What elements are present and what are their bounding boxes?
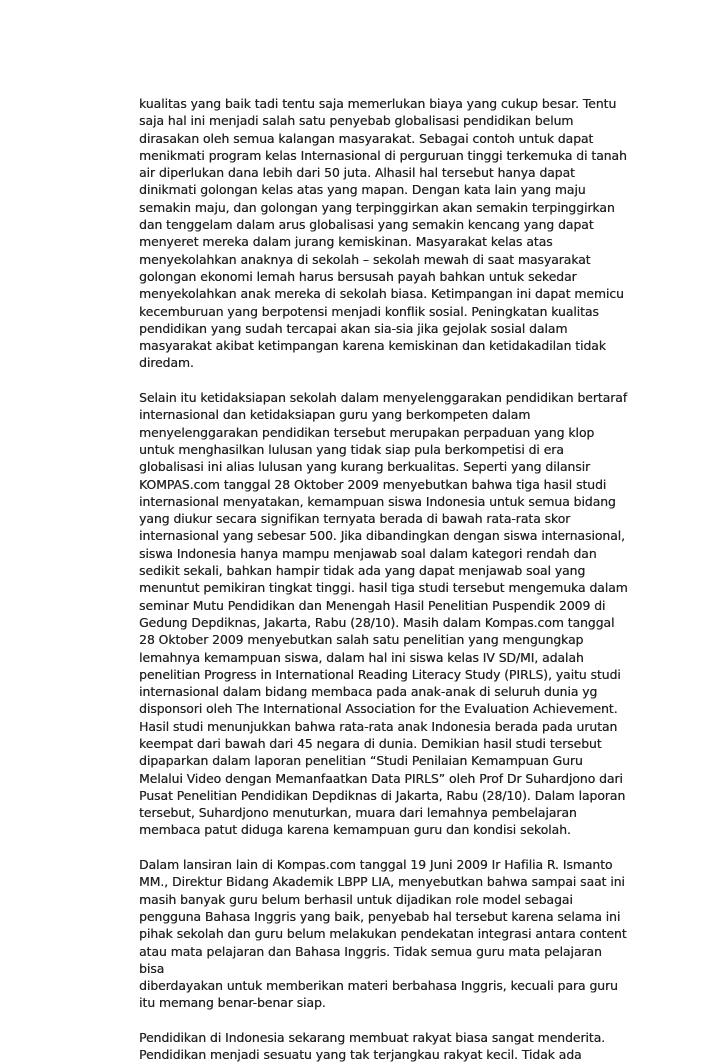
paragraph-cost-inequality: kualitas yang baik tadi tentu saja memerlukan biaya yang cukup besar. Tentu saja hal ini menjadi salah satu penyebab globalisasi pendidikan belum dirasakan oleh semua kalangan masyarakat. Sebagai contoh untuk dapat menikmati program kelas Internasional di perguruan tinggi terkemuka di tanah air diperlukan dana lebih dari 50 juta. Alhasil hal tersebut hanya dapat dinikmati golongan kelas atas yang mapan. Dengan kata lain yang maju semakin maju, dan golongan yang terpinggirkan akan semakin terpinggirkan dan tenggelam dalam arus globalisasi yang semakin kencang yang dapat menyeret mereka dalam jurang kemiskinan. Masyarakat kelas atas menyekolahkan anaknya di sekolah – sekolah mewah di saat masyarakat golongan ekonomi lemah harus bersusah payah bahkan untuk sekedar menyekolahkan anak mereka di sekolah biasa. Ketimpangan ini dapat memicu kecemburuan yang berpotensi menjadi konflik sosial. Peningkatan kualitas pendidikan yang sudah tercapai akan sia-sia jika gejolak sosial dalam masyarakat akibat ketimpangan karena kemiskinan dan ketidakadilan tidak diredam. (139, 96, 627, 371)
paragraph-english-teachers: Dalam lansiran lain di Kompas.com tanggal 19 Juni 2009 Ir Hafilia R. Ismanto MM., Direktur Bidang Akademik LBPP LIA, menyebutkan bahwa sampai saat ini masih banyak guru belum berhasil untuk dijadikan role model sebagai pengguna Bahasa Inggris yang baik, penyebab hal tersebut karena selama ini pihak sekolah dan guru belum melakukan pendekatan integrasi antara content atau mata pelajaran dan Bahasa Inggris. Tidak semua guru mata pelajaran bisa diberdayakan untuk memberikan materi berbahasa Inggris, kecuali para guru itu memang benar-benar siap. (139, 857, 627, 1011)
paragraph-education-burden: Pendidikan di Indonesia sekarang membuat rakyat biasa sangat menderita. Pendidikan menjadi sesuatu yang tak terjangkau rakyat kecil. Tidak ada (139, 1030, 606, 1063)
document-page (139, 95, 629, 1064)
paragraph-school-readiness: Selain itu ketidaksiapan sekolah dalam menyelenggarakan pendidikan bertaraf internasional dan ketidaksiapan guru yang berkompeten dalam menyelenggarakan pendidikan tersebut merupakan perpaduan yang klop untuk menghasilkan lulusan yang tidak siap pula berkompetisi di era globalisasi ini alias lulusan yang kurang berkualitas. Seperti yang dilansir KOMPAS.com tanggal 28 Oktober 2009 menyebutkan bahwa tiga hasil studi internasional menyatakan, kemampuan siswa Indonesia untuk semua bidang yang diukur secara signifikan ternyata berada di bawah rata-rata skor internasional yang sebesar 500. Jika dibandingkan dengan siswa internasional, siswa Indonesia hanya mampu menjawab soal dalam kategori rendah dan sedikit sekali, bahkan hampir tidak ada yang dapat menjawab soal yang menuntut pemikiran tingkat tinggi. hasil tiga studi tersebut mengemuka dalam seminar Mutu Pendidikan dan Menengah Hasil Penelitian Puspendik 2009 di Gedung Depdiknas, Jakarta, Rabu (28/10). Masih dalam Kompas.com tanggal 28 Oktober 2009 menyebutkan salah satu penelitian yang mengungkap lemahnya kemampuan siswa, dalam hal ini siswa kelas IV SD/MI, adalah penelitian Progress in International Reading Literacy Study (PIRLS), yaitu studi internasional dalam bidang membaca pada anak-anak di seluruh dunia yg disponsori oleh The International Association for the Evaluation Achievement. Hasil studi menunjukkan bahwa rata-rata anak Indonesia berada pada urutan keempat dari bawah dari 45 negara di dunia. Demikian hasil studi tersebut dipaparkan dalam laporan penelitian “Studi Penilaian Kemampuan Guru Melalui Video dengan Memanfaatkan Data PIRLS” oleh Prof Dr Suhardjono dari Pusat Penelitian Pendidikan Depdiknas di Jakarta, Rabu (28/10). Dalam laporan tersebut, Suhardjono menuturkan, muara dari lemahnya pembelajaran membaca patut diduga karena kemampuan guru dan kondisi sekolah. (139, 390, 628, 838)
